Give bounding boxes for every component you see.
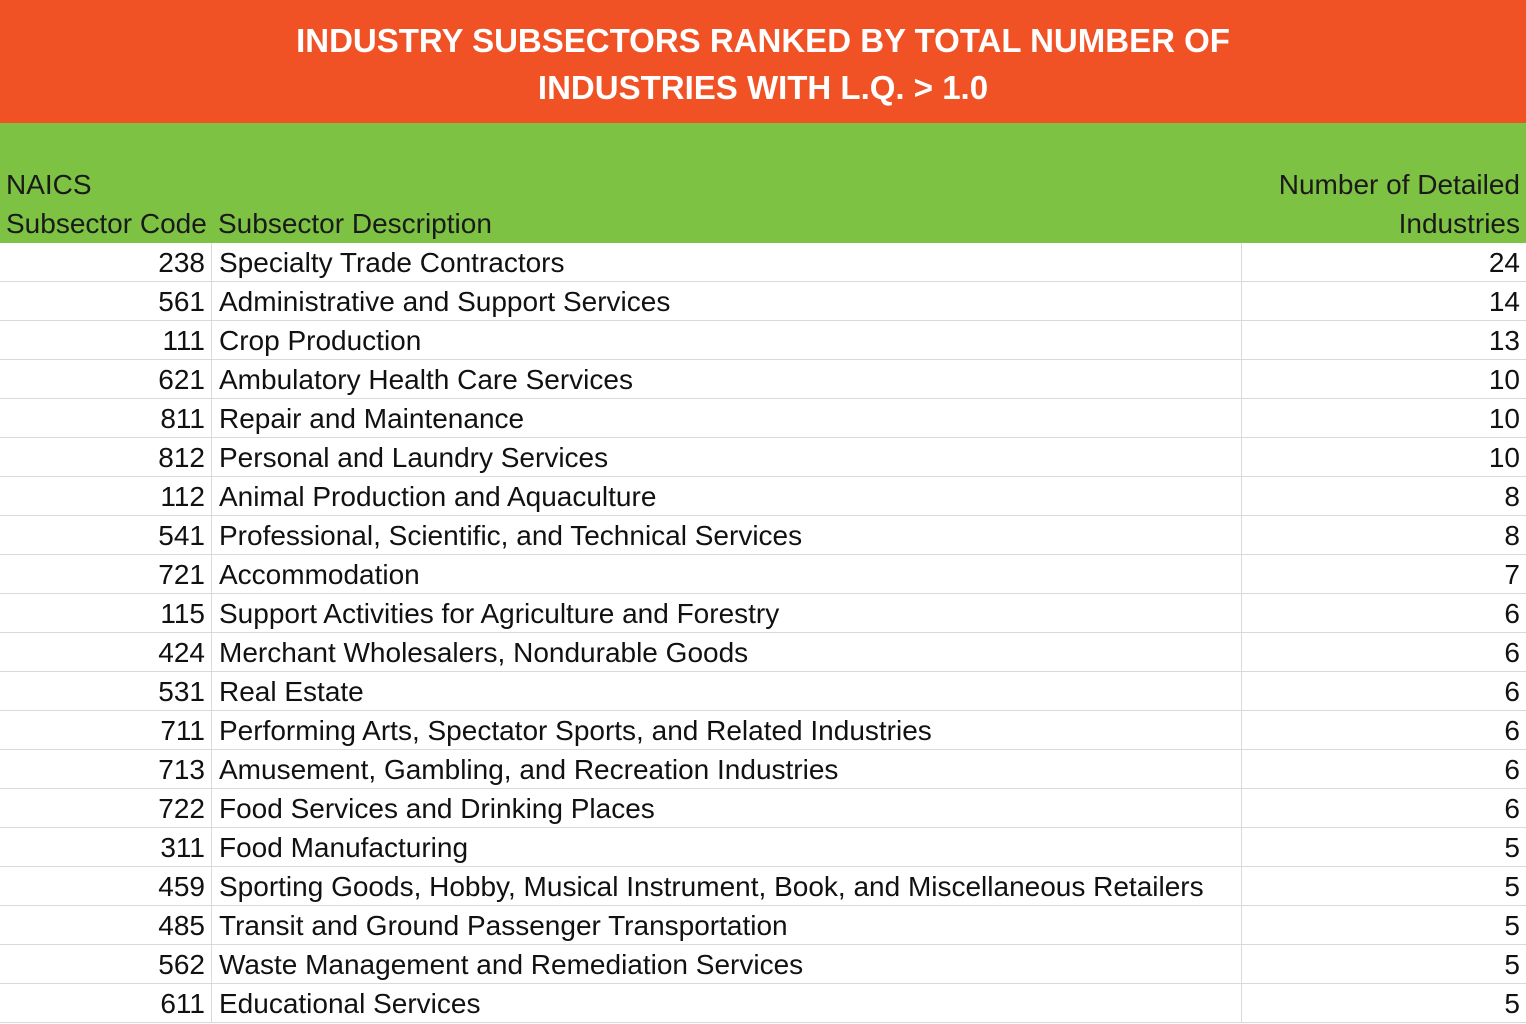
industry-count-cell: 6 [1241, 594, 1526, 632]
subsector-code-cell: 811 [0, 399, 212, 437]
industry-count-cell: 10 [1241, 360, 1526, 398]
table-header [0, 123, 1526, 243]
industry-count-cell: 5 [1241, 945, 1526, 983]
subsector-description-cell: Real Estate [219, 676, 364, 707]
industry-count-cell: 5 [1241, 828, 1526, 866]
industry-count-cell: 5 [1241, 906, 1526, 944]
industry-count-cell: 10 [1241, 438, 1526, 476]
table-row [0, 633, 1526, 672]
table-row [0, 789, 1526, 828]
subsector-code-cell: 621 [0, 360, 212, 398]
table-row [0, 594, 1526, 633]
subsector-code-cell: 115 [0, 594, 212, 632]
table-title [0, 0, 1526, 123]
industry-count-cell: 7 [1241, 555, 1526, 593]
subsector-code-cell: 238 [0, 243, 212, 281]
subsector-description-cell: Animal Production and Aquaculture [219, 481, 657, 512]
column-header-code-line-1: NAICS [6, 169, 92, 200]
subsector-description-cell: Merchant Wholesalers, Nondurable Goods [219, 637, 749, 668]
subsector-code-cell: 531 [0, 672, 212, 710]
industry-count-cell: 24 [1241, 243, 1526, 281]
subsector-code-cell: 459 [0, 867, 212, 905]
industry-count-cell: 6 [1241, 711, 1526, 749]
subsector-code-cell: 611 [0, 984, 212, 1022]
table-row [0, 555, 1526, 594]
table-row [0, 243, 1526, 282]
industry-count-cell: 6 [1241, 789, 1526, 827]
subsector-description-cell: Administrative and Support Services [219, 286, 671, 317]
subsector-code-cell: 111 [0, 321, 212, 359]
subsector-description-cell: Repair and Maintenance [219, 403, 525, 434]
subsector-code-cell: 713 [0, 750, 212, 788]
table-row [0, 945, 1526, 984]
industry-count-cell: 10 [1241, 399, 1526, 437]
table-row [0, 438, 1526, 477]
table-row [0, 828, 1526, 867]
column-header-number-line-2: Industries [1398, 208, 1520, 239]
table-row [0, 477, 1526, 516]
table-row [0, 360, 1526, 399]
subsector-description-cell: Specialty Trade Contractors [219, 247, 565, 278]
subsector-description-cell: Transit and Ground Passenger Transportation [219, 910, 788, 941]
subsector-description-cell: Sporting Goods, Hobby, Musical Instrument, Book, and Miscellaneous Retailers [219, 871, 1204, 902]
subsector-code-cell: 541 [0, 516, 212, 554]
subsector-code-cell: 721 [0, 555, 212, 593]
subsector-description-cell: Educational Services [219, 988, 481, 1019]
subsector-code-cell: 722 [0, 789, 212, 827]
subsector-code-cell: 424 [0, 633, 212, 671]
subsector-code-cell: 311 [0, 828, 212, 866]
table-row [0, 672, 1526, 711]
subsector-description-cell: Crop Production [219, 325, 422, 356]
table-row [0, 984, 1526, 1023]
subsector-description-cell: Professional, Scientific, and Technical Services [219, 520, 803, 551]
table-row [0, 321, 1526, 360]
subsector-description-cell: Ambulatory Health Care Services [219, 364, 633, 395]
industry-count-cell: 14 [1241, 282, 1526, 320]
subsector-description-cell: Waste Management and Remediation Services [219, 949, 804, 980]
table-row [0, 399, 1526, 438]
table-row [0, 711, 1526, 750]
column-header-number-line-1: Number of Detailed [1278, 169, 1520, 200]
column-header-number [1279, 165, 1520, 243]
column-header-code [6, 165, 207, 243]
industry-count-cell: 8 [1241, 477, 1526, 515]
subsector-code-cell: 711 [0, 711, 212, 749]
industry-count-cell: 13 [1241, 321, 1526, 359]
table-row [0, 750, 1526, 789]
column-header-code-line-2: Subsector Code [6, 208, 207, 239]
industry-count-cell: 8 [1241, 516, 1526, 554]
industry-count-cell: 6 [1241, 633, 1526, 671]
column-header-description: Subsector Description [218, 208, 492, 239]
industry-count-cell: 5 [1241, 867, 1526, 905]
table-body [0, 243, 1526, 1023]
subsector-description-cell: Performing Arts, Spectator Sports, and Related Industries [219, 715, 932, 746]
subsector-code-cell: 562 [0, 945, 212, 983]
subsector-code-cell: 485 [0, 906, 212, 944]
subsector-description-cell: Amusement, Gambling, and Recreation Industries [219, 754, 839, 785]
subsector-code-cell: 561 [0, 282, 212, 320]
industry-count-cell: 6 [1241, 672, 1526, 710]
table-row [0, 282, 1526, 321]
table-title-line-1: INDUSTRY SUBSECTORS RANKED BY TOTAL NUMBER OF [296, 22, 1230, 59]
industry-count-cell: 5 [1241, 984, 1526, 1022]
subsector-description-cell: Food Manufacturing [219, 832, 469, 863]
subsector-description-cell: Accommodation [219, 559, 420, 590]
subsector-description-cell: Support Activities for Agriculture and Forestry [219, 598, 780, 629]
industry-count-cell: 6 [1241, 750, 1526, 788]
subsector-description-cell: Personal and Laundry Services [219, 442, 609, 473]
table-title-line-2: INDUSTRIES WITH L.Q. > 1.0 [537, 69, 989, 106]
subsector-description-cell: Food Services and Drinking Places [219, 793, 655, 824]
table-row [0, 867, 1526, 906]
subsector-code-cell: 112 [0, 477, 212, 515]
table-row [0, 516, 1526, 555]
table-row [0, 906, 1526, 945]
subsector-code-cell: 812 [0, 438, 212, 476]
